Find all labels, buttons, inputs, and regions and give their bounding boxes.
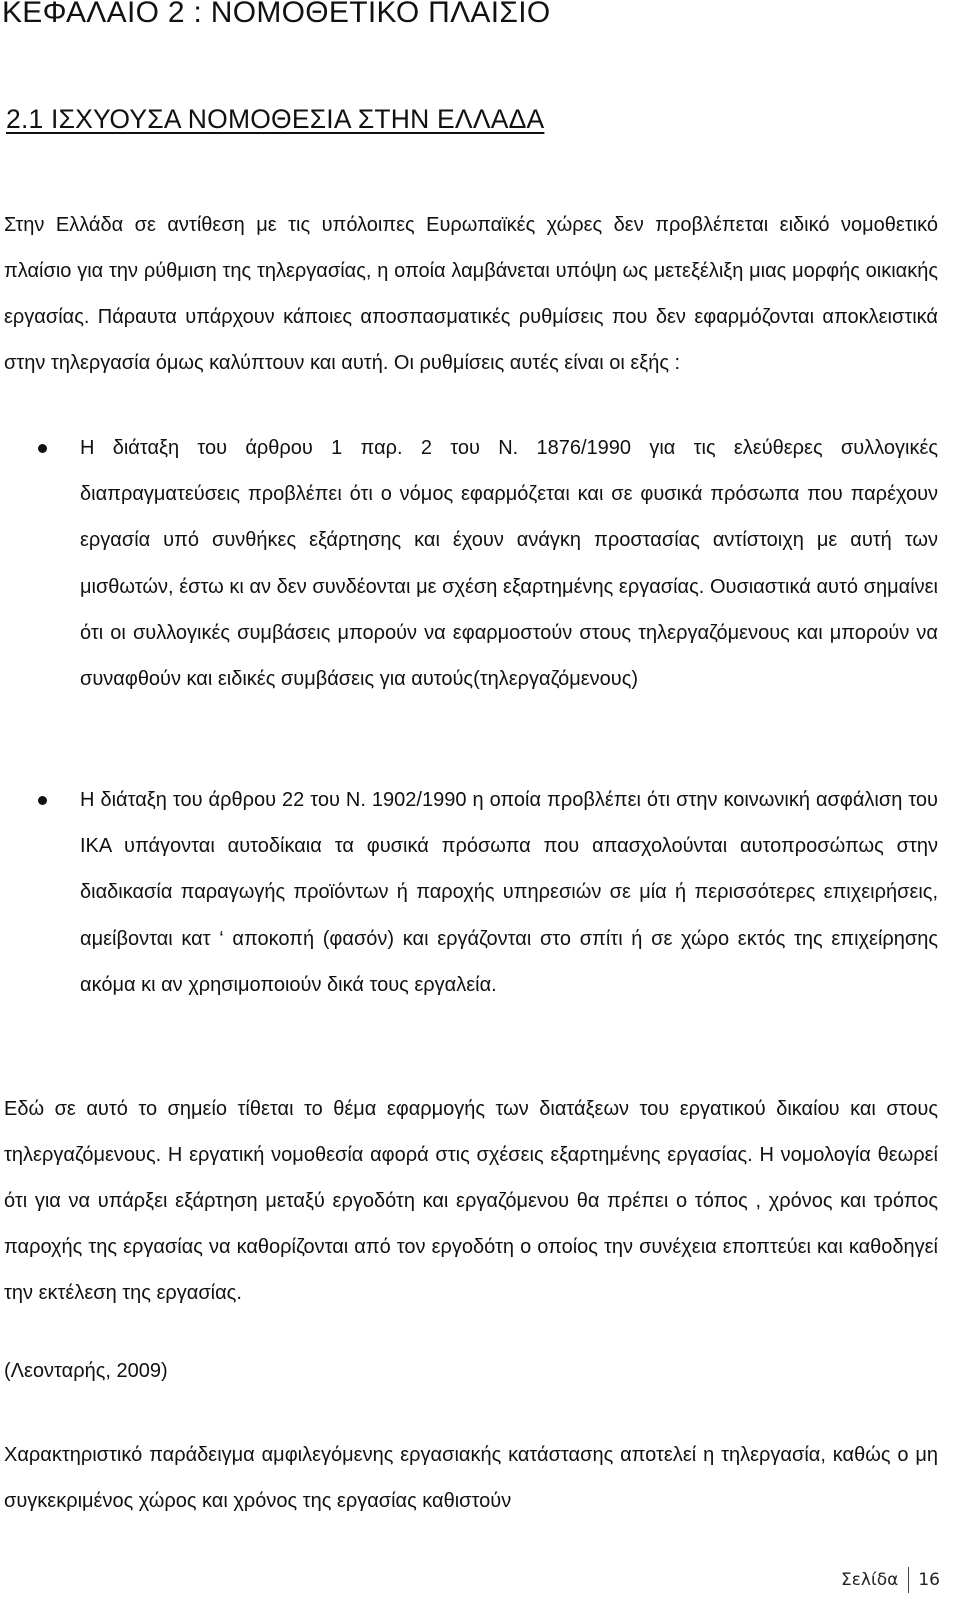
section-heading: 2.1 ΙΣΧΥΟΥΣΑ ΝΟΜΟΘΕΣΙΑ ΣΤΗΝ ΕΛΛΑΔΑ xyxy=(6,104,545,134)
page-number: 16 xyxy=(918,1570,940,1590)
bullet-icon xyxy=(38,796,47,805)
footer-divider xyxy=(908,1567,909,1593)
body-paragraph: Εδώ σε αυτό το σημείο τίθεται το θέμα εφαρμογής των διατάξεων του εργατικού δικαίου και στους τηλεργαζόμενους. Η εργατική νομοθεσία αφορά στις σχέσεις εξαρτημένης εργασίας. Η νομολογία θεωρεί ότι για να υπάρξει εξάρτηση μεταξύ εργοδότη και εργαζόμενου θα πρέπει ο τόπος , χρόνος και τρόπος παροχής της εργασίας να καθορίζονται από τον εργοδότη ο οποίος την συνέχεια εποπτεύει και καθοδηγεί την εκτέλεση της εργασίας. xyxy=(4,1098,938,1304)
intro-paragraph: Στην Ελλάδα σε αντίθεση με τις υπόλοιπες Ευρωπαϊκές χώρες δεν προβλέπεται ειδικό νομοθετικό πλαίσιο για την ρύθμιση της τηλεργασίας, η οποία λαμβάνεται υπόψη ως μετεξέλιξη μιας μορφής οικιακής εργασίας. Πάραυτα υπάρχουν κάποιες αποσπασματικές ρυθμίσεις που δεν εφαρμόζονται αποκλειστικά στην τηλεργασία όμως καλύπτουν και αυτή. Οι ρυθμίσεις αυτές είναι οι εξής : xyxy=(4,214,938,374)
list-item xyxy=(0,777,938,1008)
list-item xyxy=(0,425,938,702)
page-label: Σελίδα xyxy=(841,1570,899,1590)
page-footer xyxy=(841,1567,940,1593)
bullet-text: Η διάταξη του άρθρου 1 παρ. 2 του Ν. 1876/1990 για τις ελεύθερες συλλογικές διαπραγματεύσεις προβλέπει ότι ο νόμος εφαρμόζεται και σε φυσικά πρόσωπα που παρέχουν εργασία υπό συνθήκες εξάρτησης και έχουν ανάγκη προστασίας αντίστοιχη με αυτή των μισθωτών, έστω κι αν δεν συνδέονται με σχέση εξαρτημένης εργασίας. Ουσιαστικά αυτό σημαίνει ότι οι συλλογικές συμβάσεις μπορούν να εφαρμοστούν στους τηλεργαζόμενους και μπορούν να συναφθούν και ειδικές συμβάσεις για αυτούς(τηλεργαζόμενους) xyxy=(80,437,938,691)
closing-paragraph: Χαρακτηριστικό παράδειγμα αμφιλεγόμενης εργασιακής κατάστασης αποτελεί η τηλεργασία, καθώς ο μη συγκεκριμένος χώρος και χρόνος της εργασίας καθιστούν xyxy=(4,1444,938,1512)
bullet-list-1 xyxy=(0,425,938,702)
bullet-list-2 xyxy=(0,777,938,1008)
citation: (Λεονταρής, 2009) xyxy=(4,1360,168,1382)
chapter-title: ΚΕΦΑΛΑΙΟ 2 : ΝΟΜΟΘΕΤΙΚΟ ΠΛΑΙΣΙΟ xyxy=(2,0,551,29)
bullet-text: Η διάταξη του άρθρου 22 του Ν. 1902/1990 η οποία προβλέπει ότι στην κοινωνική ασφάλιση του ΙΚΑ υπάγονται αυτοδίκαια τα φυσικά πρόσωπα που απασχολούνται αυτοπροσώπως στην διαδικασία παραγωγής προϊόντων ή παροχής υπηρεσιών σε μία ή περισσότερες επιχειρήσεις, αμείβονται κατ ‘ αποκοπή (φασόν) και εργάζονται στο σπίτι ή σε χώρο εκτός της επιχείρησης ακόμα κι αν χρησιμοποιούν δικά τους εργαλεία. xyxy=(80,789,938,996)
bullet-icon xyxy=(38,444,47,453)
